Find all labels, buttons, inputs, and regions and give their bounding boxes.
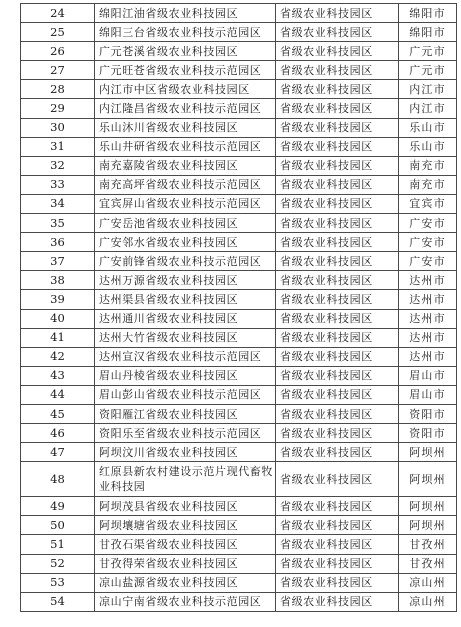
- row-number-cell: 49: [21, 497, 95, 516]
- park-name-cell: 广元苍溪省级农业科技园区: [95, 42, 276, 61]
- park-name-cell: 达州万源省级农业科技园区: [95, 271, 276, 290]
- region-cell: 眉山市: [399, 366, 457, 385]
- table-row: [21, 156, 457, 175]
- table-row: [21, 175, 457, 194]
- table-row: [21, 328, 457, 347]
- park-name-cell: 广安前锋省级农业科技示范园区: [95, 252, 276, 271]
- park-name-cell: 红原县新农村建设示范片现代畜牧业科技园: [95, 462, 276, 497]
- row-number-cell: 31: [21, 137, 95, 156]
- table-row: [21, 42, 457, 61]
- table-row: [21, 573, 457, 592]
- park-level-cell: 省级农业科技园区: [276, 42, 399, 61]
- park-level-cell: 省级农业科技园区: [276, 252, 399, 271]
- park-list-body: [21, 4, 457, 612]
- region-cell: 达州市: [399, 290, 457, 309]
- park-name-cell: 达州通川省级农业科技园区: [95, 309, 276, 328]
- park-level-cell: 省级农业科技园区: [276, 290, 399, 309]
- region-cell: 绵阳市: [399, 23, 457, 42]
- table-row: [21, 592, 457, 611]
- park-name-cell: 乐山井研省级农业科技示范园区: [95, 137, 276, 156]
- park-level-cell: 省级农业科技园区: [276, 592, 399, 611]
- park-name-cell: 绵阳三台省级农业科技示范园区: [95, 23, 276, 42]
- park-level-cell: 省级农业科技园区: [276, 366, 399, 385]
- row-number-cell: 51: [21, 535, 95, 554]
- park-name-cell: 宜宾屏山省级农业科技示范园区: [95, 194, 276, 213]
- row-number-cell: 35: [21, 214, 95, 233]
- region-cell: 达州市: [399, 309, 457, 328]
- park-name-cell: 南充嘉陵省级农业科技园区: [95, 156, 276, 175]
- row-number-cell: 39: [21, 290, 95, 309]
- region-cell: 乐山市: [399, 137, 457, 156]
- park-level-cell: 省级农业科技园区: [276, 137, 399, 156]
- park-level-cell: 省级农业科技园区: [276, 80, 399, 99]
- table-row: [21, 194, 457, 213]
- row-number-cell: 52: [21, 554, 95, 573]
- table-row: [21, 497, 457, 516]
- row-number-cell: 36: [21, 233, 95, 252]
- region-cell: 广安市: [399, 233, 457, 252]
- region-cell: 凉山州: [399, 573, 457, 592]
- table-row: [21, 80, 457, 99]
- park-level-cell: 省级农业科技园区: [276, 573, 399, 592]
- park-level-cell: 省级农业科技园区: [276, 233, 399, 252]
- park-name-cell: 广安邻水省级农业科技园区: [95, 233, 276, 252]
- park-level-cell: 省级农业科技园区: [276, 194, 399, 213]
- park-name-cell: 凉山宁南省级农业科技示范园区: [95, 592, 276, 611]
- park-level-cell: 省级农业科技园区: [276, 328, 399, 347]
- region-cell: 南充市: [399, 175, 457, 194]
- park-level-cell: 省级农业科技园区: [276, 99, 399, 118]
- table-row: [21, 309, 457, 328]
- region-cell: 南充市: [399, 156, 457, 175]
- park-name-cell: 达州大竹省级农业科技园区: [95, 328, 276, 347]
- region-cell: 广安市: [399, 214, 457, 233]
- park-name-cell: 阿坝汶川省级农业科技园区: [95, 443, 276, 462]
- table-row: [21, 462, 457, 497]
- park-level-cell: 省级农业科技园区: [276, 443, 399, 462]
- row-number-cell: 46: [21, 424, 95, 443]
- park-level-cell: 省级农业科技园区: [276, 497, 399, 516]
- table-row: [21, 554, 457, 573]
- table-row: [21, 516, 457, 535]
- row-number-cell: 50: [21, 516, 95, 535]
- table-row: [21, 366, 457, 385]
- region-cell: 广元市: [399, 61, 457, 80]
- region-cell: 甘孜州: [399, 535, 457, 554]
- park-name-cell: 达州宣汉省级农业科技示范园区: [95, 347, 276, 366]
- park-level-cell: 省级农业科技园区: [276, 4, 399, 23]
- row-number-cell: 33: [21, 175, 95, 194]
- park-name-cell: 甘孜得荣省级农业科技园区: [95, 554, 276, 573]
- park-name-cell: 凉山盐源省级农业科技园区: [95, 573, 276, 592]
- park-name-cell: 内江市中区省级农业科技园区: [95, 80, 276, 99]
- park-level-cell: 省级农业科技园区: [276, 309, 399, 328]
- park-name-cell: 广元旺苍省级农业科技示范园区: [95, 61, 276, 80]
- row-number-cell: 48: [21, 462, 95, 497]
- row-number-cell: 27: [21, 61, 95, 80]
- table-row: [21, 347, 457, 366]
- park-name-cell: 眉山彭山省级农业科技示范园区: [95, 385, 276, 404]
- park-level-cell: 省级农业科技园区: [276, 23, 399, 42]
- row-number-cell: 54: [21, 592, 95, 611]
- row-number-cell: 44: [21, 385, 95, 404]
- park-level-cell: 省级农业科技园区: [276, 118, 399, 137]
- region-cell: 凉山州: [399, 592, 457, 611]
- row-number-cell: 47: [21, 443, 95, 462]
- park-name-cell: 达州渠县省级农业科技园区: [95, 290, 276, 309]
- park-level-cell: 省级农业科技园区: [276, 175, 399, 194]
- park-name-cell: 内江隆昌省级农业科技示范园区: [95, 99, 276, 118]
- row-number-cell: 53: [21, 573, 95, 592]
- region-cell: 宜宾市: [399, 194, 457, 213]
- row-number-cell: 41: [21, 328, 95, 347]
- region-cell: 阿坝州: [399, 443, 457, 462]
- region-cell: 眉山市: [399, 385, 457, 404]
- table-row: [21, 118, 457, 137]
- region-cell: 达州市: [399, 347, 457, 366]
- row-number-cell: 42: [21, 347, 95, 366]
- row-number-cell: 45: [21, 404, 95, 423]
- region-cell: 达州市: [399, 271, 457, 290]
- park-level-cell: 省级农业科技园区: [276, 347, 399, 366]
- region-cell: 达州市: [399, 328, 457, 347]
- row-number-cell: 38: [21, 271, 95, 290]
- row-number-cell: 43: [21, 366, 95, 385]
- table-row: [21, 535, 457, 554]
- region-cell: 阿坝州: [399, 516, 457, 535]
- park-level-cell: 省级农业科技园区: [276, 156, 399, 175]
- table-row: [21, 61, 457, 80]
- region-cell: 阿坝州: [399, 462, 457, 497]
- park-level-cell: 省级农业科技园区: [276, 462, 399, 497]
- region-cell: 乐山市: [399, 118, 457, 137]
- region-cell: 广安市: [399, 252, 457, 271]
- table-row: [21, 252, 457, 271]
- park-name-cell: 绵阳江油省级农业科技园区: [95, 4, 276, 23]
- row-number-cell: 32: [21, 156, 95, 175]
- park-name-cell: 南充高坪省级农业科技示范园区: [95, 175, 276, 194]
- park-level-cell: 省级农业科技园区: [276, 424, 399, 443]
- park-level-cell: 省级农业科技园区: [276, 554, 399, 573]
- row-number-cell: 25: [21, 23, 95, 42]
- park-name-cell: 资阳雁江省级农业科技园区: [95, 404, 276, 423]
- table-row: [21, 137, 457, 156]
- table-row: [21, 233, 457, 252]
- park-level-cell: 省级农业科技园区: [276, 61, 399, 80]
- table-row: [21, 99, 457, 118]
- region-cell: 内江市: [399, 80, 457, 99]
- row-number-cell: 28: [21, 80, 95, 99]
- park-level-cell: 省级农业科技园区: [276, 271, 399, 290]
- region-cell: 资阳市: [399, 404, 457, 423]
- row-number-cell: 34: [21, 194, 95, 213]
- park-level-cell: 省级农业科技园区: [276, 535, 399, 554]
- region-cell: 内江市: [399, 99, 457, 118]
- table-row: [21, 23, 457, 42]
- park-level-cell: 省级农业科技园区: [276, 214, 399, 233]
- park-name-cell: 广安岳池省级农业科技园区: [95, 214, 276, 233]
- region-cell: 资阳市: [399, 424, 457, 443]
- row-number-cell: 24: [21, 4, 95, 23]
- table-row: [21, 4, 457, 23]
- region-cell: 广元市: [399, 42, 457, 61]
- table-row: [21, 404, 457, 423]
- table-row: [21, 214, 457, 233]
- region-cell: 阿坝州: [399, 497, 457, 516]
- park-name-cell: 阿坝茂县省级农业科技园区: [95, 497, 276, 516]
- park-name-cell: 资阳乐至省级农业科技示范园区: [95, 424, 276, 443]
- region-cell: 甘孜州: [399, 554, 457, 573]
- table-row: [21, 271, 457, 290]
- region-cell: 绵阳市: [399, 4, 457, 23]
- park-list-table: [20, 3, 457, 612]
- park-level-cell: 省级农业科技园区: [276, 404, 399, 423]
- table-row: [21, 290, 457, 309]
- table-row: [21, 385, 457, 404]
- park-level-cell: 省级农业科技园区: [276, 385, 399, 404]
- park-name-cell: 眉山丹棱省级农业科技园区: [95, 366, 276, 385]
- park-name-cell: 阿坝壤塘省级农业科技园区: [95, 516, 276, 535]
- row-number-cell: 40: [21, 309, 95, 328]
- row-number-cell: 26: [21, 42, 95, 61]
- table-row: [21, 424, 457, 443]
- park-name-cell: 甘孜石渠省级农业科技园区: [95, 535, 276, 554]
- row-number-cell: 30: [21, 118, 95, 137]
- park-name-cell: 乐山沐川省级农业科技园区: [95, 118, 276, 137]
- table-row: [21, 443, 457, 462]
- park-level-cell: 省级农业科技园区: [276, 516, 399, 535]
- row-number-cell: 37: [21, 252, 95, 271]
- row-number-cell: 29: [21, 99, 95, 118]
